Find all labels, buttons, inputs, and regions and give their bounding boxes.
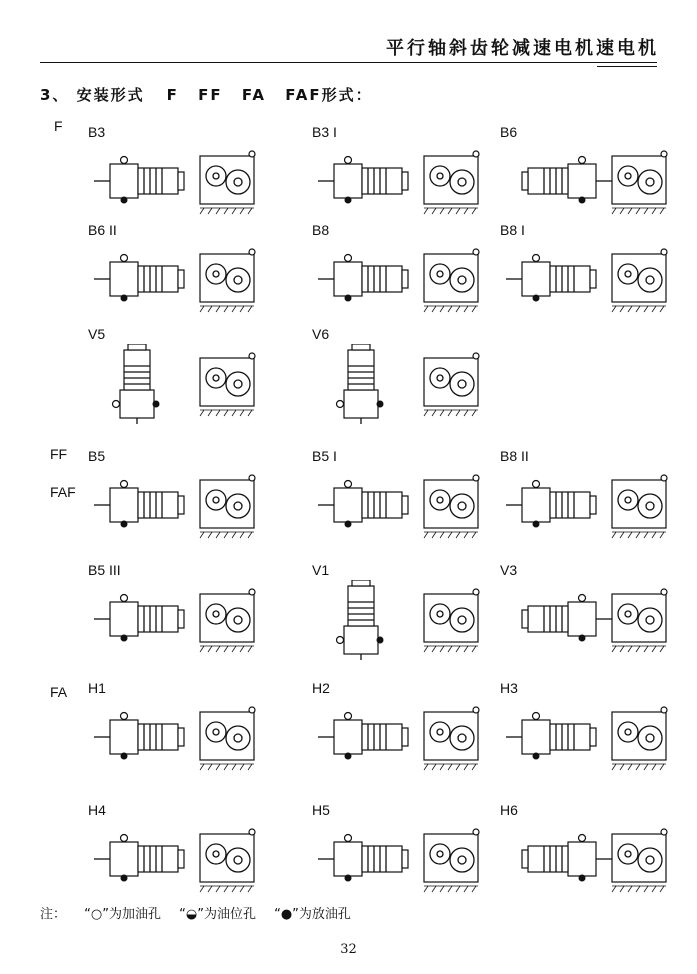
- legend-note: [40, 903, 365, 922]
- mounting-position-label: B8 I: [500, 222, 525, 238]
- mounting-position-r6c1: [88, 680, 278, 780]
- mounting-position-label: V6: [312, 326, 330, 342]
- mounting-diagram: [92, 466, 272, 546]
- mounting-diagram: [504, 466, 684, 546]
- mounting-position-r5c1: [88, 562, 278, 662]
- mounting-diagram: [504, 820, 684, 900]
- mounting-diagram: [316, 344, 496, 424]
- mounting-position-r3c1: [88, 326, 278, 426]
- mounting-diagram: [92, 580, 272, 660]
- mounting-position-label: V3: [500, 562, 518, 578]
- note-drain-hole: “●”为放油孔: [274, 907, 351, 922]
- header-title: 平行轴斜齿轮减速电机速电机: [386, 38, 659, 59]
- note-level-hole: “◒”为油位孔: [179, 907, 256, 922]
- mounting-position-label: H5: [312, 802, 330, 818]
- mounting-position-label: V5: [88, 326, 106, 342]
- mounting-position-label: B8: [312, 222, 330, 238]
- mounting-position-r4c2: [312, 448, 502, 548]
- section-heading: 3、 安装形式: [40, 86, 145, 104]
- mounting-position-r5c2: [312, 562, 502, 662]
- header-rule-secondary: [597, 66, 657, 67]
- mounting-position-r7c3: [500, 802, 690, 902]
- mounting-position-r7c1: [88, 802, 278, 902]
- mounting-diagram: [92, 344, 272, 424]
- mounting-position-label: B3 I: [312, 124, 337, 140]
- mounting-position-label: H4: [88, 802, 106, 818]
- mounting-position-r6c3: [500, 680, 690, 780]
- group-label-f: F: [54, 118, 63, 134]
- mounting-position-r2c3: [500, 222, 690, 322]
- mounting-position-label: H1: [88, 680, 106, 696]
- mounting-diagram: [316, 580, 496, 660]
- mounting-position-r1c2: [312, 124, 502, 224]
- mounting-position-r3c2: [312, 326, 502, 426]
- mounting-position-label: V1: [312, 562, 330, 578]
- mounting-diagram: [504, 142, 684, 222]
- mounting-position-label: B8 II: [500, 448, 529, 464]
- mounting-diagram: [92, 698, 272, 778]
- mounting-position-label: B5: [88, 448, 106, 464]
- mounting-diagram: [316, 240, 496, 320]
- mounting-position-label: H3: [500, 680, 518, 696]
- mounting-position-r4c1: [88, 448, 278, 548]
- mounting-position-label: B6 II: [88, 222, 117, 238]
- header-rule: [40, 62, 657, 63]
- mounting-position-label: B6: [500, 124, 518, 140]
- mounting-diagram: [504, 240, 684, 320]
- mounting-position-label: H2: [312, 680, 330, 696]
- mounting-diagram: [92, 142, 272, 222]
- mounting-position-r1c3: [500, 124, 690, 224]
- mounting-diagram: [316, 820, 496, 900]
- mounting-position-r1c1: [88, 124, 278, 224]
- page-number: 32: [340, 942, 357, 957]
- mounting-diagram: [92, 240, 272, 320]
- section-subtitle: F FF FA FAF形式：: [166, 86, 373, 104]
- mounting-diagram: [92, 820, 272, 900]
- section-title: [40, 84, 373, 105]
- mounting-diagram: [316, 698, 496, 778]
- mounting-position-r7c2: [312, 802, 502, 902]
- group-label-fa: FA: [50, 684, 68, 700]
- mounting-position-r2c2: [312, 222, 502, 322]
- mounting-position-r6c2: [312, 680, 502, 780]
- mounting-position-r4c3: [500, 448, 690, 548]
- mounting-position-label: B3: [88, 124, 106, 140]
- mounting-diagram: [316, 142, 496, 222]
- note-prefix: 注：: [40, 907, 67, 922]
- mounting-position-r5c3: [500, 562, 690, 662]
- mounting-diagram: [316, 466, 496, 546]
- mounting-position-label: H6: [500, 802, 518, 818]
- group-label-ff: FF: [50, 446, 68, 462]
- mounting-diagram: [504, 698, 684, 778]
- group-label-faf: FAF: [50, 484, 76, 500]
- mounting-diagram: [504, 580, 684, 660]
- mounting-position-r2c1: [88, 222, 278, 322]
- mounting-position-label: B5 I: [312, 448, 337, 464]
- note-fill-hole: “○”为加油孔: [84, 907, 161, 922]
- mounting-position-label: B5 III: [88, 562, 121, 578]
